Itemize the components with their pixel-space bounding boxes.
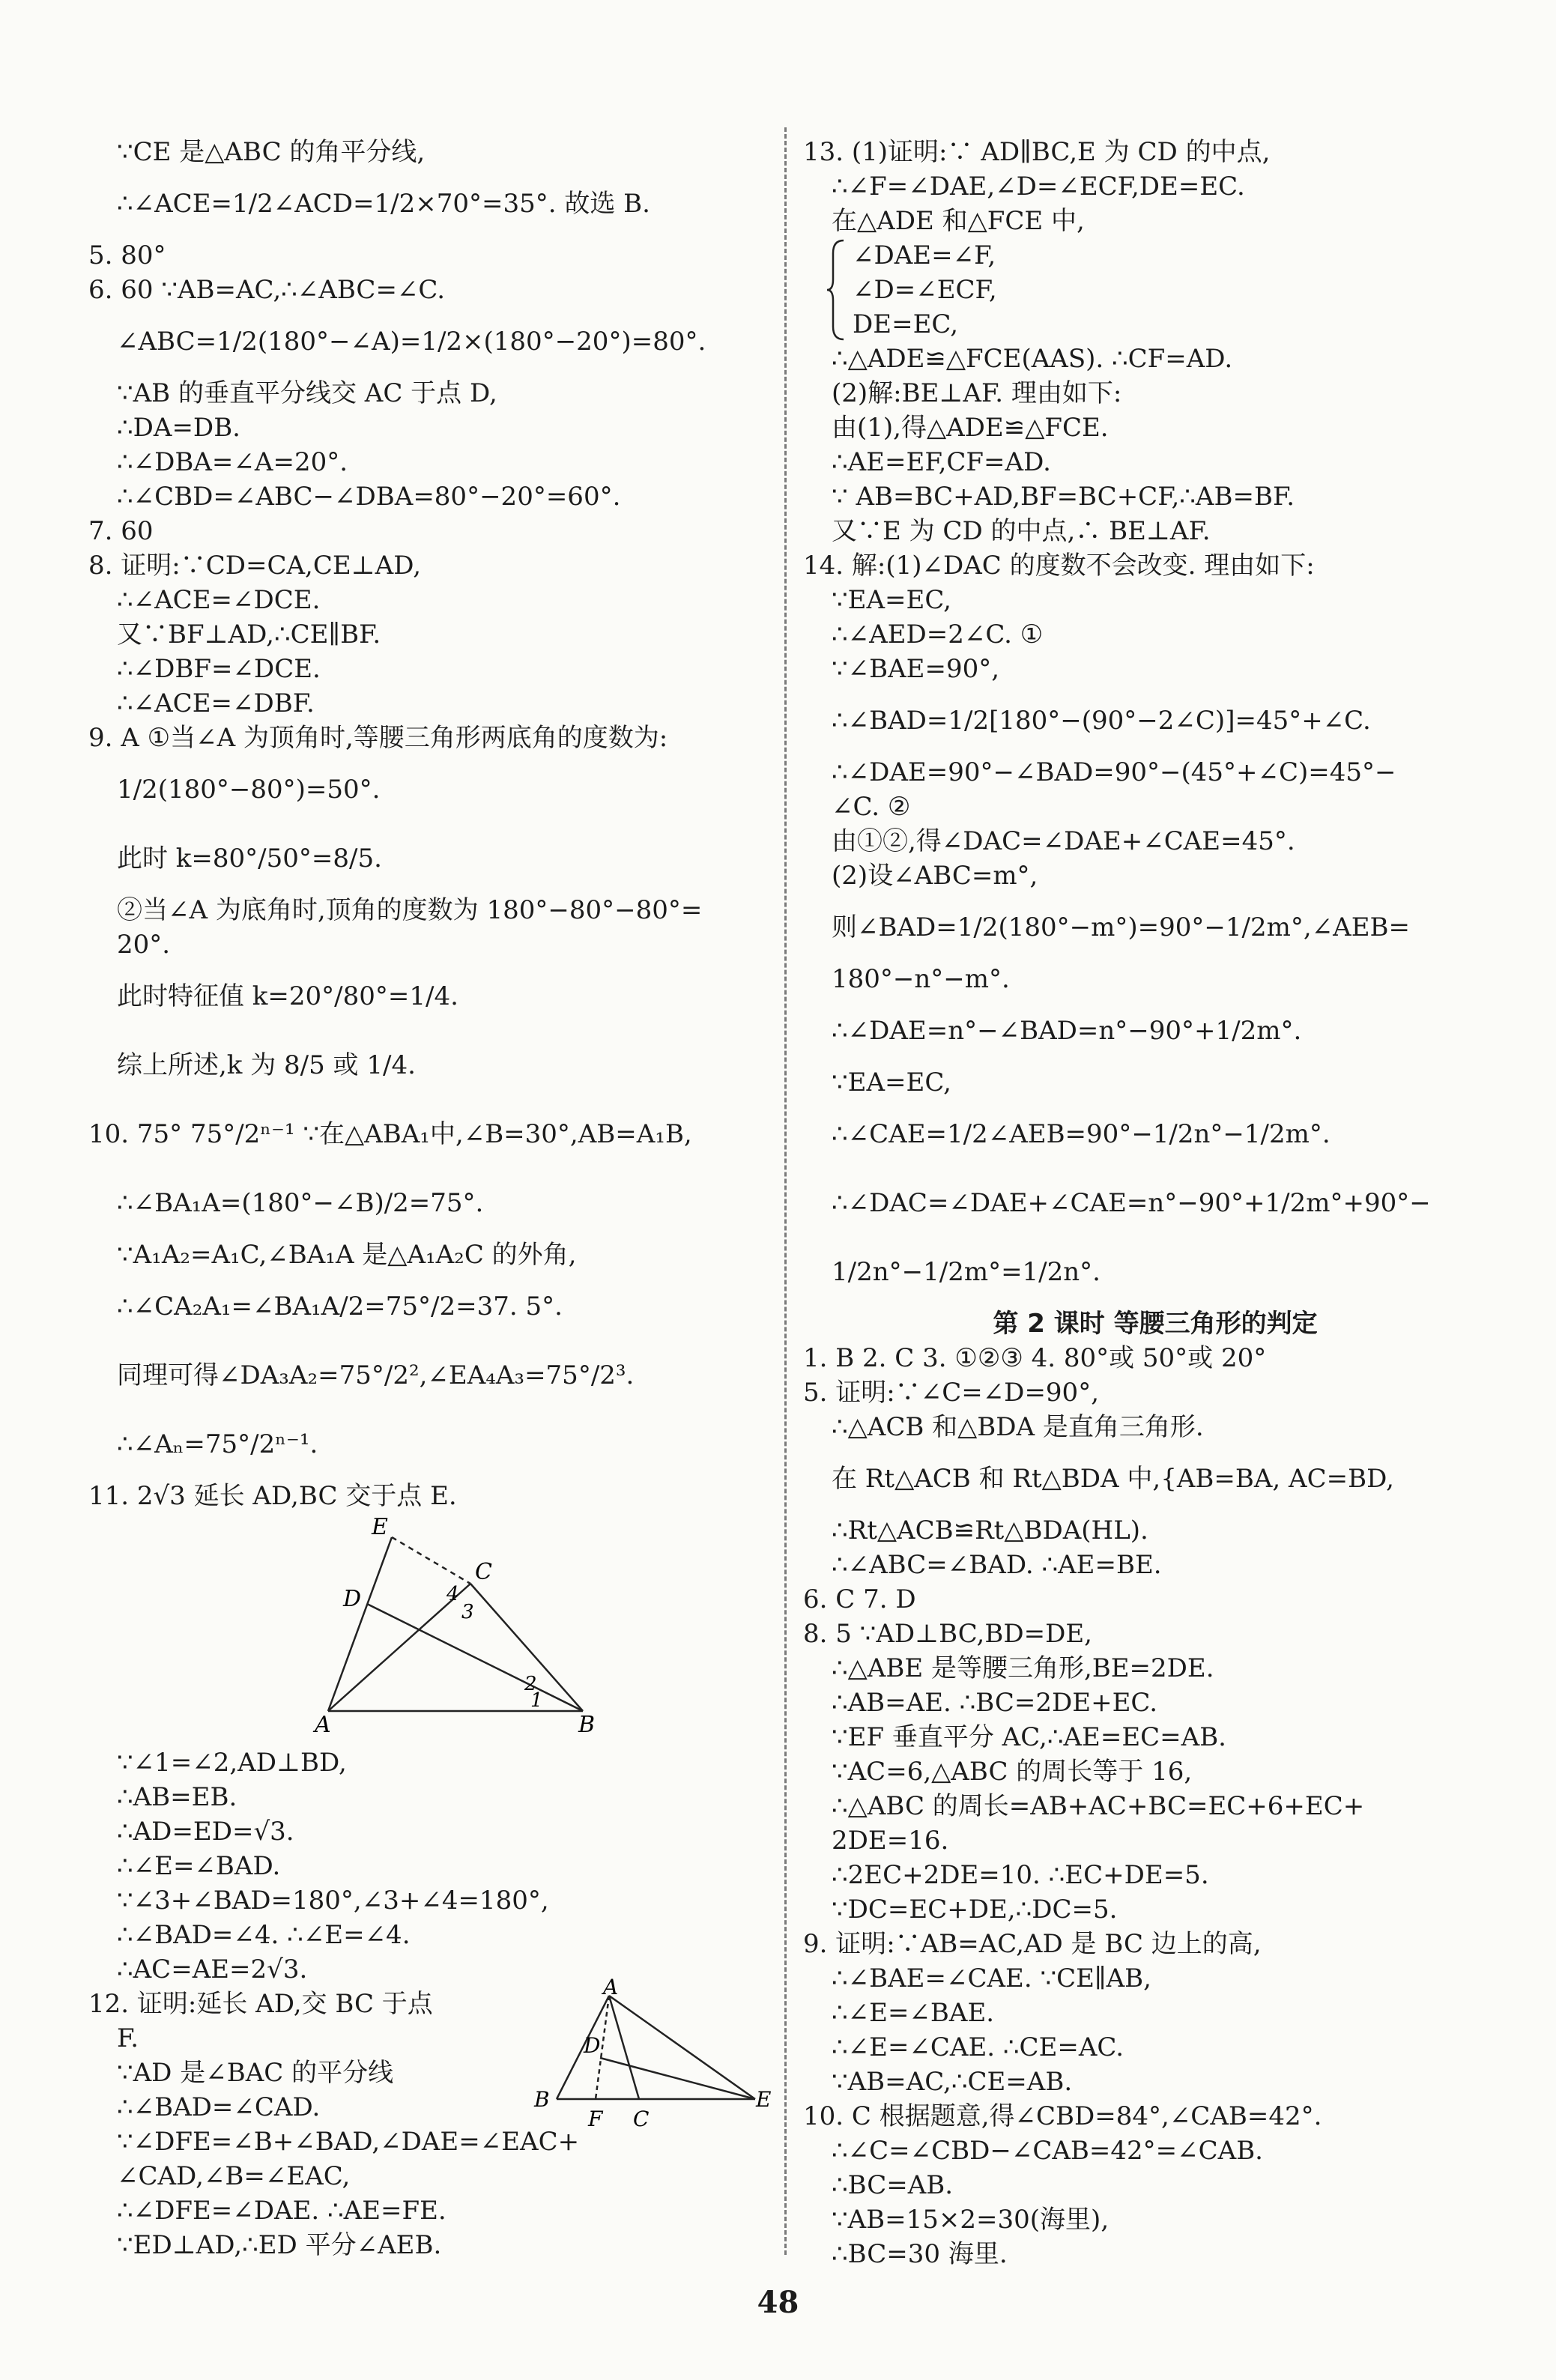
text-line: ∵ED⊥AD,∴ED 平分∠AEB. <box>117 2230 442 2260</box>
text-line: ∵AB=15×2=30(海里), <box>832 2205 1110 2235</box>
text-line: ∴∠DAE=90°−∠BAD=90°−(45°+∠C)=45°− <box>832 757 1396 787</box>
text-line: (2)解:BE⊥AF. 理由如下: <box>832 378 1122 408</box>
answer-13: 13. (1)证明:∵ AD∥BC,E 为 CD 的中点, <box>803 137 1271 167</box>
left-column <box>88 135 772 2262</box>
answer-11: 11. 2√3 延长 AD,BC 交于点 E. <box>88 1481 457 1511</box>
answer-8: 8. 证明:∵CD=CA,CE⊥AD, <box>88 551 422 581</box>
text-line: ∴∠Aₙ=75°/2ⁿ⁻¹. <box>117 1429 318 1459</box>
answer-5-proof: 5. 证明:∵∠C=∠D=90°, <box>803 1378 1100 1408</box>
text-line: ②当∠A 为底角时,顶角的度数为 180°−80°−80°= <box>117 895 703 925</box>
text-line: 同理可得∠DA₃A₂=75°/2²,∠EA₄A₃=75°/2³. <box>117 1360 635 1390</box>
text-line: ∴AE=EF,CF=AD. <box>832 447 1051 477</box>
text-line: ∴∠AED=2∠C. ① <box>832 620 1044 649</box>
answer-9: 9. A ①当∠A 为顶角时,等腰三角形两底角的度数为: <box>88 723 668 753</box>
column-divider <box>784 127 787 2255</box>
figure-12 <box>512 1975 772 2137</box>
text-line: 在 Rt△ACB 和 Rt△BDA 中,{AB=BA, AC=BD, <box>832 1464 1394 1494</box>
text-line: ∵AB 的垂直平分线交 AC 于点 D, <box>117 378 497 408</box>
answer-5: 5. 80° <box>88 240 166 270</box>
text-line: DE=EC, <box>853 309 958 339</box>
fig11-label-4: 4 <box>446 1583 459 1605</box>
text-line: ∴BC=AB. <box>832 2170 954 2200</box>
answer-9-b: 9. 证明:∵AB=AC,AD 是 BC 边上的高, <box>803 1929 1262 1959</box>
left-brace <box>826 238 847 342</box>
text-line: 此时 k=80°/50°=8/5. <box>117 844 382 873</box>
text-line: ∴∠E=∠BAE. <box>832 1998 995 2028</box>
text-line: ∠ABC=1/2(180°−∠A)=1/2×(180°−20°)=80°. <box>117 327 706 357</box>
text-line: ∴∠BA₁A=(180°−∠B)/2=75°. <box>117 1188 484 1218</box>
fig12-label-B: B <box>534 2087 550 2112</box>
text-line: ∴∠DBA=∠A=20°. <box>117 447 348 477</box>
text-line: ∴∠DAE=n°−∠BAD=n°−90°+1/2m°. <box>832 1016 1302 1046</box>
text-line: ∴△ABC 的周长=AB+AC+BC=EC+6+EC+ <box>832 1791 1365 1821</box>
text-line: ∴BC=30 海里. <box>832 2239 1008 2269</box>
text-line: ∵A₁A₂=A₁C,∠BA₁A 是△A₁A₂C 的外角, <box>117 1240 577 1270</box>
figure-11 <box>88 1514 766 1738</box>
text-line: ∵ AB=BC+AD,BF=BC+CF,∴AB=BF. <box>832 482 1295 512</box>
text-line: ∵EF 垂直平分 AC,∴AE=EC=AB. <box>832 1722 1226 1752</box>
text-line: F. <box>117 2023 139 2053</box>
text-line: ∴∠ABC=∠BAD. ∴AE=BE. <box>832 1550 1162 1580</box>
text-line: ∠DAE=∠F, <box>853 240 996 270</box>
answer-12-block <box>88 1975 772 2262</box>
fig12-label-F: F <box>588 2107 603 2131</box>
fig11-label-2: 2 <box>524 1673 537 1695</box>
fig12-label-A: A <box>603 1975 619 1999</box>
text-line: 由①②,得∠DAC=∠DAE+∠CAE=45°. <box>832 826 1295 856</box>
text-line: ∵AD 是∠BAC 的平分线 <box>117 2058 394 2088</box>
text-line: ∴∠BAE=∠CAE. ∵CE∥AB, <box>832 1963 1151 1993</box>
text-line: (2)设∠ABC=m°, <box>832 861 1038 891</box>
text-line: ∴∠ACE=∠DCE. <box>117 585 321 615</box>
text-line: ∵AB=AC,∴CE=AB. <box>832 2067 1073 2097</box>
fig12-label-E: E <box>756 2087 772 2112</box>
text-line: 又∵BF⊥AD,∴CE∥BF. <box>117 620 381 649</box>
text-line: ∵∠3+∠BAD=180°,∠3+∠4=180°, <box>117 1886 549 1916</box>
fig11-label-3: 3 <box>461 1601 474 1623</box>
answer-6: 6. 60 ∵AB=AC,∴∠ABC=∠C. <box>88 275 446 305</box>
text-line: ∵∠DFE=∠B+∠BAD,∠DAE=∠EAC+ <box>117 2127 580 2157</box>
answer-10: 10. 75° 75°/2ⁿ⁻¹ ∵在△ABA₁中,∠B=30°,AB=A₁B, <box>88 1119 692 1149</box>
text-line: ∴DA=DB. <box>117 413 240 443</box>
text-line: 2DE=16. <box>832 1826 949 1856</box>
fig11-label-D: D <box>343 1586 362 1612</box>
text-line: ∠CAD,∠B=∠EAC, <box>117 2161 351 2191</box>
text-line: 180°−n°−m°. <box>832 964 1010 994</box>
text-line: ∴∠CA₂A₁=∠BA₁A/2=75°/2=37. 5°. <box>117 1292 563 1321</box>
text-line: ∵DC=EC+DE,∴DC=5. <box>832 1895 1118 1925</box>
text-line: ∴∠ACE=1/2∠ACD=1/2×70°=35°. 故选 B. <box>117 189 650 219</box>
answer-12: 12. 证明:延长 AD,交 BC 于点 <box>88 1989 433 2019</box>
text-line: ∵AC=6,△ABC 的周长等于 16, <box>832 1757 1193 1787</box>
text-line: ∴AC=AE=2√3. <box>117 1954 308 1984</box>
fig11-label-B: B <box>578 1712 596 1738</box>
answers-1-4: 1. B 2. C 3. ①②③ 4. 80°或 50°或 20° <box>803 1343 1267 1373</box>
text-line: ∴△ADE≌△FCE(AAS). ∴CF=AD. <box>832 344 1233 374</box>
text-line: ∴AD=ED=√3. <box>117 1817 294 1847</box>
text-line: ∵∠1=∠2,AD⊥BD, <box>117 1748 347 1778</box>
fig12-label-C: C <box>633 2107 650 2131</box>
text-line: ∴∠E=∠CAE. ∴CE=AC. <box>832 2032 1124 2062</box>
text-line: 在△ADE 和△FCE 中, <box>832 206 1085 236</box>
text-line: ∴∠BAD=1/2[180°−(90°−2∠C)]=45°+∠C. <box>832 706 1371 736</box>
section-heading: 第 2 课时 等腰三角形的判定 <box>993 1309 1318 1339</box>
brace-system <box>803 238 1507 342</box>
text-line: 由(1),得△ADE≌△FCE. <box>832 413 1109 443</box>
text-line: ∴∠DFE=∠DAE. ∴AE=FE. <box>117 2196 446 2226</box>
text-line: ∴∠BAD=∠CAD. <box>117 2092 321 2122</box>
text-line: ∴∠C=∠CBD−∠CAB=42°=∠CAB. <box>832 2136 1263 2166</box>
text-line: 则∠BAD=1/2(180°−m°)=90°−1/2m°,∠AEB= <box>832 912 1410 942</box>
answer-7: 7. 60 <box>88 516 154 546</box>
answer-14: 14. 解:(1)∠DAC 的度数不会改变. 理由如下: <box>803 551 1315 581</box>
text-line: ∴∠DAC=∠DAE+∠CAE=n°−90°+1/2m°+90°− <box>832 1188 1431 1218</box>
answers-6-7: 6. C 7. D <box>803 1584 916 1614</box>
text-line: ∴2EC+2DE=10. ∴EC+DE=5. <box>832 1860 1209 1890</box>
text-line: 综上所述,k 为 8/5 或 1/4. <box>117 1050 416 1080</box>
text-line: ∠D=∠ECF, <box>853 275 997 305</box>
fig12-label-D: D <box>584 2033 601 2058</box>
text-line: ∴Rt△ACB≌Rt△BDA(HL). <box>832 1515 1148 1545</box>
text-line: ∴∠F=∠DAE,∠D=∠ECF,DE=EC. <box>832 172 1245 202</box>
text-line: 又∵E 为 CD 的中点,∴ BE⊥AF. <box>832 516 1211 546</box>
text-line: ∴AB=EB. <box>117 1782 237 1812</box>
text-line: ∴AB=AE. ∴BC=2DE+EC. <box>832 1688 1158 1718</box>
text-line: ∴∠CAE=1/2∠AEB=90°−1/2n°−1/2m°. <box>832 1119 1331 1149</box>
text-line: ∵∠BAE=90°, <box>832 654 1000 684</box>
answer-10-b: 10. C 根据题意,得∠CBD=84°,∠CAB=42°. <box>803 2101 1322 2131</box>
right-column <box>803 135 1507 2271</box>
text-line: ∴∠DBF=∠DCE. <box>117 654 321 684</box>
fig11-label-A: A <box>315 1712 331 1738</box>
text-line: ∵EA=EC, <box>832 1068 951 1097</box>
text-line: 1/2n°−1/2m°=1/2n°. <box>832 1257 1101 1287</box>
text-line: ∴∠E=∠BAD. <box>117 1851 281 1881</box>
fig11-label-1: 1 <box>530 1689 543 1712</box>
text-line: 1/2(180°−80°)=50°. <box>117 775 381 805</box>
text-line: 此时特征值 k=20°/80°=1/4. <box>117 981 458 1011</box>
text-line: ∴∠ACE=∠DBF. <box>117 688 315 718</box>
text-line: 20°. <box>117 930 171 960</box>
text-line: ∴△ABE 是等腰三角形,BE=2DE. <box>832 1653 1214 1683</box>
page-number: 48 <box>757 2285 799 2320</box>
text-line: ∴△ACB 和△BDA 是直角三角形. <box>832 1412 1204 1442</box>
fig11-label-E: E <box>372 1514 388 1540</box>
text-line: ∵EA=EC, <box>832 585 951 615</box>
fig11-label-C: C <box>475 1559 492 1585</box>
answer-8-b: 8. 5 ∵AD⊥BC,BD=DE, <box>803 1619 1092 1649</box>
text-line: ∵CE 是△ABC 的角平分线, <box>117 137 426 167</box>
text-line: ∴∠CBD=∠ABC−∠DBA=80°−20°=60°. <box>117 482 621 512</box>
text-line: ∠C. ② <box>832 792 911 822</box>
text-line: ∴∠BAD=∠4. ∴∠E=∠4. <box>117 1920 411 1950</box>
